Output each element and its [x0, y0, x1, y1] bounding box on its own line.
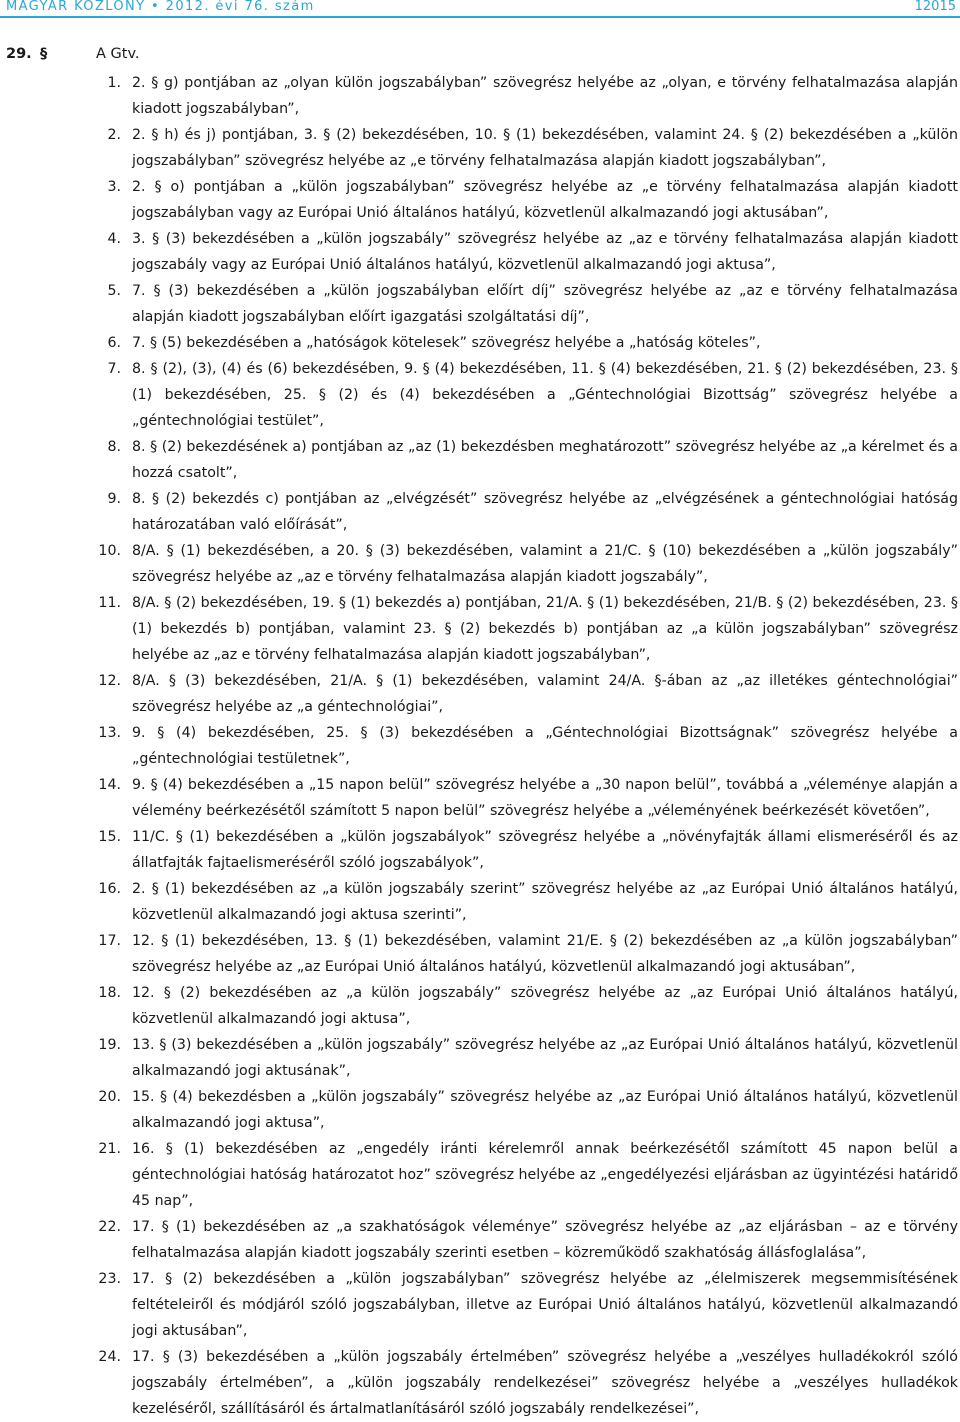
item-number: 10.: [98, 543, 121, 559]
item-number: 21.: [98, 1141, 121, 1157]
list-item: [0, 486, 960, 538]
list-item: [0, 772, 960, 824]
list-item: [0, 278, 960, 330]
item-number: 19.: [98, 1037, 121, 1053]
item-text: 9. § (4) bekezdésében, 25. § (3) bekezdésében a „Géntechnológiai Bizottságnak” szövegrész helyébe a „géntechnológiai testületnek”,: [132, 725, 958, 767]
section-sign: §: [40, 46, 48, 62]
list-item: [0, 1344, 960, 1422]
list-item: [0, 668, 960, 720]
item-text: 17. § (1) bekezdésében az „a szakhatóságok véleménye” szövegrész helyébe az „az eljárásban – az e törvény felhatalmazása alapján kiadott jogszabály szerinti esetben – közreműködő szakhatóság állásfoglalása”,: [132, 1219, 958, 1261]
item-text: 8/A. § (3) bekezdésében, 21/A. § (1) bekezdésében, valamint 24/A. §-ában az „az illetékes géntechnológiai” szövegrész helyébe az „a géntechnológiai”,: [132, 673, 958, 715]
item-number: 17.: [98, 933, 121, 949]
list-item: [0, 538, 960, 590]
item-number: 9.: [107, 491, 121, 507]
list-item: [0, 70, 960, 122]
item-number: 22.: [98, 1219, 121, 1235]
item-number: 14.: [98, 777, 121, 793]
item-number: 5.: [107, 283, 121, 299]
list-item: [0, 356, 960, 434]
item-text: 16. § (1) bekezdésében az „engedély iránti kérelemről annak beérkezésétől számított 45 napon belül a géntechnológiai hatóság határozatot hoz” szövegrész helyébe az „engedélyezési eljárásban az ügyintézési határidő 45 nap”,: [132, 1141, 958, 1209]
item-text: 3. § (3) bekezdésében a „külön jogszabály” szövegrész helyébe az „az e törvény felhatalmazása alapján kiadott jogszabály vagy az Európai Unió általános hatályú, közvetlenül alkalmazandó jogi aktusa”,: [132, 231, 958, 273]
item-number: 12.: [98, 673, 121, 689]
item-number: 20.: [98, 1089, 121, 1105]
item-number: 6.: [107, 335, 121, 351]
list-item: [0, 1266, 960, 1344]
list-item: [0, 330, 960, 356]
list-item: [0, 928, 960, 980]
list-item: [0, 174, 960, 226]
item-text: 17. § (3) bekezdésében a „külön jogszabály értelmében” szövegrész helyébe a „veszélyes hulladékokról szóló jogszabály értelmében”, a „külön jogszabály rendelkezései” szövegrész helyébe a „veszélyes hulladékok kezeléséről, szállításáról és ártalmatlanításáról szóló jogszabály rendelkezései”,: [132, 1349, 958, 1417]
page-header: [0, 0, 960, 15]
amendment-list: [0, 70, 960, 1422]
item-number: 15.: [98, 829, 121, 845]
header-rule: [0, 16, 960, 18]
list-item: [0, 1084, 960, 1136]
item-number: 13.: [98, 725, 121, 741]
page-number: 12015: [914, 0, 956, 14]
item-number: 16.: [98, 881, 121, 897]
item-text: 2. § o) pontjában a „külön jogszabályban” szövegrész helyébe az „e törvény felhatalmazása alapján kiadott jogszabályban vagy az Európai Unió általános hatályú, közvetlenül alkalmazandó jogi aktusában”,: [132, 179, 958, 221]
item-text: 12. § (2) bekezdésében az „a külön jogszabály” szövegrész helyébe az „az Európai Unió általános hatályú, közvetlenül alkalmazandó jogi aktusa”,: [132, 985, 958, 1027]
item-number: 18.: [98, 985, 121, 1001]
item-number: 4.: [107, 231, 121, 247]
item-number: 2.: [107, 127, 121, 143]
list-item: [0, 876, 960, 928]
list-item: [0, 1214, 960, 1266]
list-item: [0, 720, 960, 772]
item-text: 7. § (5) bekezdésében a „hatóságok kötelesek” szövegrész helyébe a „hatóság köteles”,: [132, 335, 761, 351]
list-item: [0, 122, 960, 174]
item-text: 8. § (2) bekezdés c) pontjában az „elvégzését” szövegrész helyébe az „elvégzésének a géntechnológiai hatóság határozatában való előírását”,: [132, 491, 958, 533]
item-text: 7. § (3) bekezdésében a „külön jogszabályban előírt díj” szövegrész helyébe az „az e törvény felhatalmazása alapján kiadott jogszabályban előírt igazgatási szolgáltatási díj”,: [132, 283, 958, 325]
list-item: [0, 1136, 960, 1214]
item-number: 1.: [107, 75, 121, 91]
item-text: 8/A. § (2) bekezdésében, 19. § (1) bekezdés a) pontjában, 21/A. § (1) bekezdésében, 21/B. § (2) bekezdésében, 23. § (1) bekezdés b) pontjában, valamint 23. § (2) bekezdés b) pontjában az „a külön jogszabályban” szövegrész helyébe az „az e törvény felhatalmazása alapján kiadott jogszabályban”,: [132, 595, 958, 663]
item-text: 11/C. § (1) bekezdésében a „külön jogszabályok” szövegrész helyébe a „növényfajták állami elismeréséről és az állatfajták fajtaelismeréséről szóló jogszabályok”,: [132, 829, 958, 871]
item-text: 12. § (1) bekezdésében, 13. § (1) bekezdésében, valamint 21/E. § (2) bekezdésében az „a külön jogszabályban” szövegrész helyébe az „az Európai Unió általános hatályú, közvetlenül alkalmazandó jogi aktusában”,: [132, 933, 958, 975]
item-text: 9. § (4) bekezdésében a „15 napon belül” szövegrész helyébe a „30 napon belül”, továbbá a „véleménye alapján a vélemény beérkezésétől számított 5 napon belül” szövegrész helyébe a „véleményének beérkezését követően”,: [132, 777, 958, 819]
item-number: 8.: [107, 439, 121, 455]
item-text: 8. § (2), (3), (4) és (6) bekezdésében, 9. § (4) bekezdésében, 11. § (4) bekezdésében, 21. § (2) bekezdésében, 23. § (1) bekezdésében, 25. § (2) és (4) bekezdésében a „Géntechnológiai Bizottság” szövegrész helyébe a „géntechnológiai testület”,: [132, 361, 958, 429]
item-text: 2. § h) és j) pontjában, 3. § (2) bekezdésében, 10. § (1) bekezdésében, valamint 24. § (2) bekezdésében a „külön jogszabályban” szövegrész helyébe az „e törvény felhatalmazása alapján kiadott jogszabályban”,: [132, 127, 958, 169]
item-text: 15. § (4) bekezdésben a „külön jogszabály” szövegrész helyébe az „az Európai Unió általános hatályú, közvetlenül alkalmazandó jogi aktusa”,: [132, 1089, 958, 1131]
item-number: 24.: [98, 1349, 121, 1365]
list-item: [0, 226, 960, 278]
item-number: 7.: [107, 361, 121, 377]
list-item: [0, 824, 960, 876]
item-number: 11.: [98, 595, 121, 611]
list-item: [0, 590, 960, 668]
list-item: [0, 1032, 960, 1084]
journal-title: MAGYAR KÖZLÖNY • 2012. évi 76. szám: [6, 0, 315, 14]
item-text: 2. § (1) bekezdésében az „a külön jogszabály szerint” szövegrész helyébe az „az Európai Unió általános hatályú, közvetlenül alkalmazandó jogi aktusa szerinti”,: [132, 881, 958, 923]
item-text: 8. § (2) bekezdésének a) pontjában az „az (1) bekezdésben meghatározott” szövegrész helyébe az „a kérelmet és a hozzá csatolt”,: [132, 439, 958, 481]
item-text: 17. § (2) bekezdésében a „külön jogszabályban” szövegrész helyébe az „élelmiszerek megsemmisítésének feltételeiről és módjáról szóló jogszabályban, illetve az Európai Unió általános hatályú, közvetlenül alkalmazandó jogi aktusában”,: [132, 1271, 958, 1339]
list-item: [0, 434, 960, 486]
item-number: 3.: [107, 179, 121, 195]
section-number: 29.: [6, 46, 32, 62]
item-text: 13. § (3) bekezdésében a „külön jogszabály” szövegrész helyébe az „az Európai Unió általános hatályú, közvetlenül alkalmazandó jogi aktusának”,: [132, 1037, 958, 1079]
item-text: 8/A. § (1) bekezdésében, a 20. § (3) bekezdésében, valamint a 21/C. § (10) bekezdésében a „külön jogszabály” szövegrész helyébe az „az e törvény felhatalmazása alapján kiadott jogszabály”,: [132, 543, 958, 585]
section-title: A Gtv.: [96, 46, 140, 62]
list-item: [0, 980, 960, 1032]
item-number: 23.: [98, 1271, 121, 1287]
item-text: 2. § g) pontjában az „olyan külön jogszabályban” szövegrész helyébe az „olyan, e törvény felhatalmazása alapján kiadott jogszabályban”,: [132, 75, 958, 117]
